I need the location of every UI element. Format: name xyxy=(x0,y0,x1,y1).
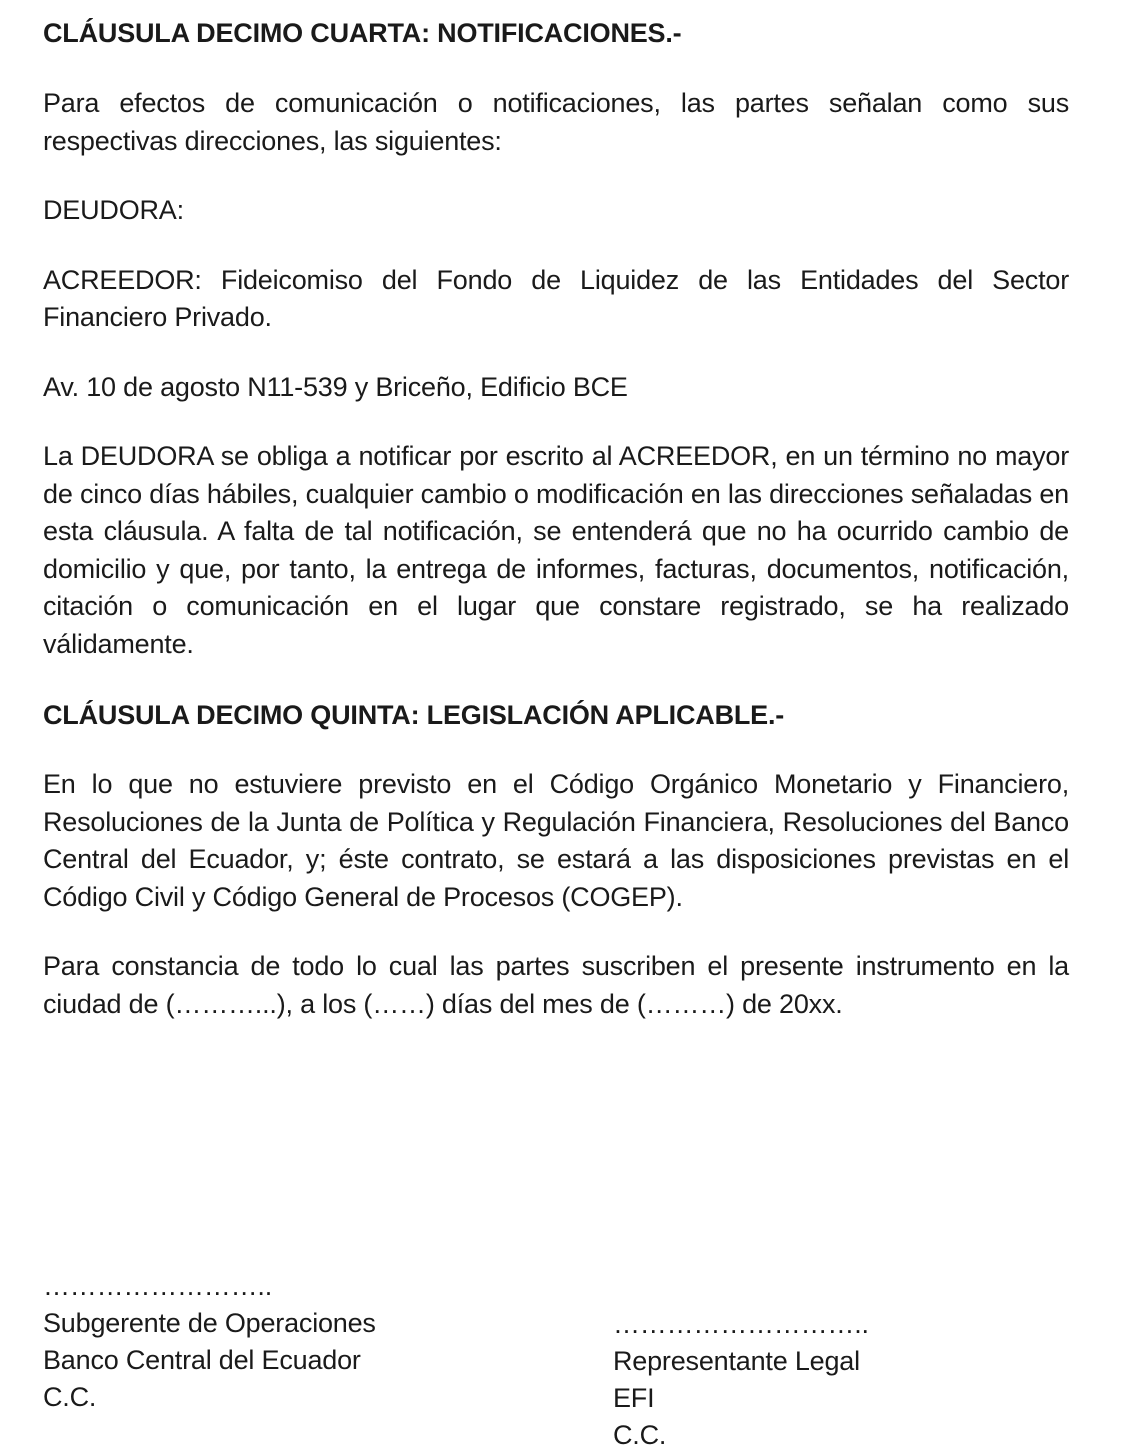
signer-id-left: C.C. xyxy=(43,1382,97,1412)
clause-15-body: En lo que no estuviere previsto en el Código Orgánico Monetario y Financiero, Resoluciones de la Junta de Política y Regulación Financiera, Resoluciones del Banco Central del Ecuador, y; éste contrato, se estará a las disposiciones previstas en el Código Civil y Código General de Procesos (COGEP). xyxy=(43,769,1069,912)
document-page xyxy=(43,14,1069,1023)
signer-org-left: Banco Central del Ecuador xyxy=(43,1345,361,1375)
signature-line-left: …………………….. xyxy=(43,1271,273,1301)
clause-14-heading: CLÁUSULA DECIMO CUARTA: NOTIFICACIONES.- xyxy=(43,18,682,48)
signature-right xyxy=(613,1306,869,1454)
signature-block xyxy=(43,1268,1069,1448)
signer-title-left: Subgerente de Operaciones xyxy=(43,1308,376,1338)
signature-line-right: ……………………….. xyxy=(613,1309,869,1339)
acreedor-paragraph: ACREEDOR: Fideicomiso del Fondo de Liquidez de las Entidades del Sector Financiero Privado. xyxy=(43,264,1069,332)
acreedor-address: Av. 10 de agosto N11-539 y Briceño, Edificio BCE xyxy=(43,371,628,402)
notification-obligation-paragraph: La DEUDORA se obliga a notificar por escrito al ACREEDOR, en un término no mayor de cinco días hábiles, cualquier cambio o modificación en las direcciones señaladas en esta cláusula. A falta de tal notificación, se entenderá que no ha ocurrido cambio de domicilio y que, por tanto, la entrega de informes, facturas, documentos, notificación, citación o comunicación en el lugar que constare registrado, se ha realizado válidamente. xyxy=(43,441,1069,659)
signer-org-right: EFI xyxy=(613,1383,655,1413)
signer-title-right: Representante Legal xyxy=(613,1346,860,1376)
closing-paragraph: Para constancia de todo lo cual las partes suscriben el presente instrumento en la ciudad de (………...), a los (……) días del mes de (………) de 20xx. xyxy=(43,951,1069,1019)
signature-left xyxy=(43,1268,376,1416)
clause-14-intro: Para efectos de comunicación o notificaciones, las partes señalan como sus respectivas direcciones, las siguientes: xyxy=(43,88,1069,156)
deudora-label: DEUDORA: xyxy=(43,195,184,225)
signer-id-right: C.C. xyxy=(613,1420,667,1450)
clause-15-heading: CLÁUSULA DECIMO QUINTA: LEGISLACIÓN APLICABLE.- xyxy=(43,700,785,730)
